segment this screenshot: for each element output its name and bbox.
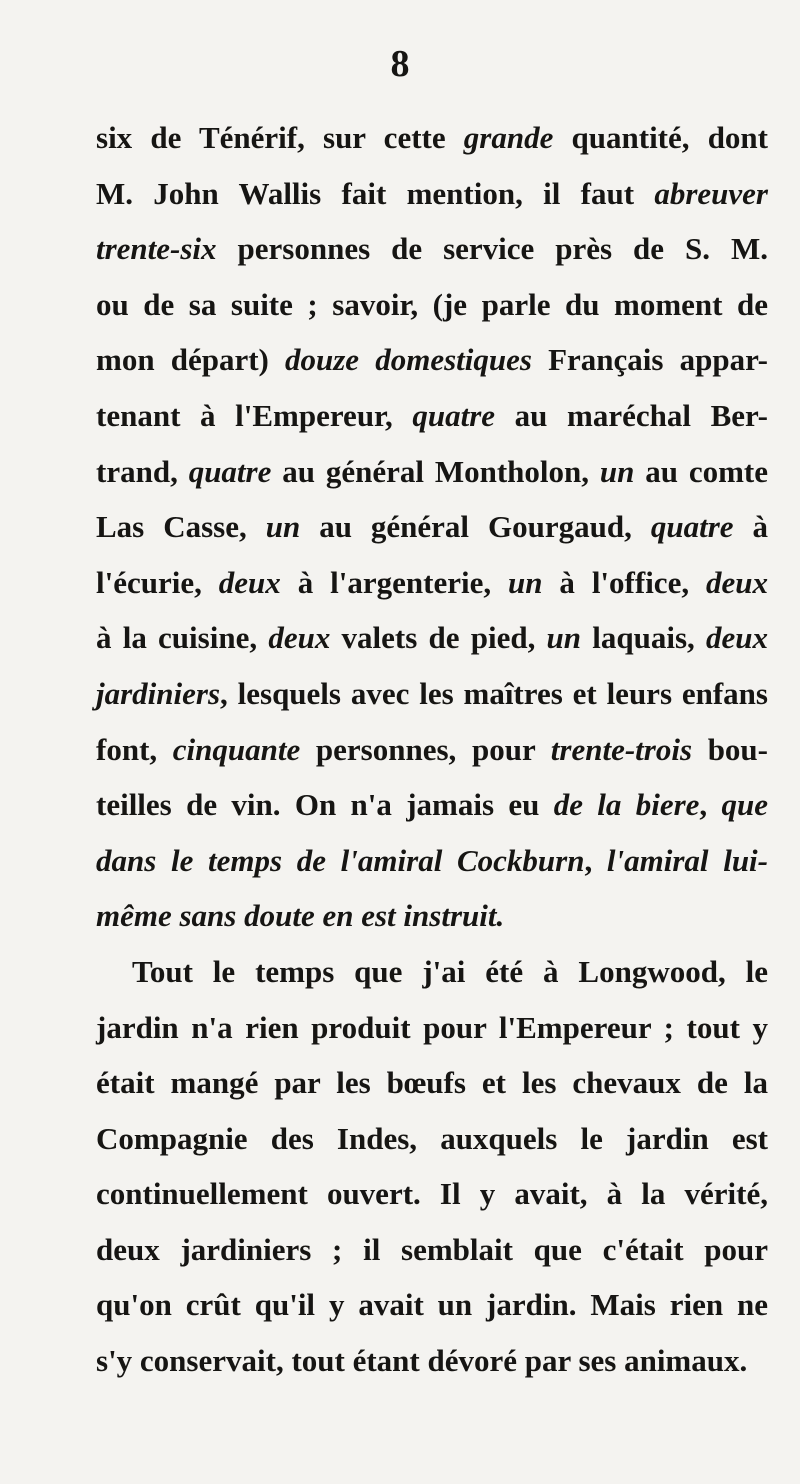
- italic-text: grande: [463, 120, 554, 155]
- text-line: [96, 444, 768, 500]
- text-line: [96, 1222, 768, 1278]
- text-line: [96, 555, 768, 611]
- italic-text: un: [265, 509, 301, 545]
- italic-text: un: [599, 453, 635, 489]
- text-span: personnes de service près de S. M.: [216, 231, 768, 267]
- text-span: au maréchal Ber-: [495, 397, 768, 433]
- text-span: Français appar-: [531, 342, 768, 378]
- italic-text: un: [508, 564, 543, 600]
- page-number: 8: [390, 43, 410, 85]
- italic-text: deux: [706, 564, 768, 600]
- text-line: [96, 610, 768, 666]
- text-line: [96, 110, 768, 166]
- text-line: [96, 1166, 768, 1222]
- text-span: l'écurie,: [96, 564, 219, 600]
- italic-text: l'amiral lui-: [606, 842, 768, 878]
- italic-text: jardiniers: [96, 675, 221, 711]
- body-text: [96, 110, 768, 1389]
- text-span: Compagnie des Indes, auxquels le jardin est: [96, 1120, 768, 1156]
- text-span: Las Casse,: [96, 509, 266, 545]
- text-span: à l'office,: [542, 564, 706, 600]
- text-line: [96, 1055, 768, 1111]
- text-line: [96, 833, 768, 889]
- italic-text: dans le temps de l'amiral Cockburn: [96, 842, 585, 878]
- text-span: ,: [699, 787, 722, 823]
- text-span: s'y conservait, tout étant dévoré par ses animaux.: [96, 1343, 748, 1379]
- text-span: ,: [584, 842, 607, 878]
- text-span: six de Ténérif, sur cette: [96, 120, 464, 155]
- text-span: était mangé par les bœufs et les chevaux de la: [96, 1065, 768, 1101]
- text-line: [96, 221, 768, 277]
- text-span: laquais,: [581, 620, 706, 656]
- text-span: bou-: [692, 731, 768, 767]
- text-span: à l'argenterie,: [280, 564, 508, 600]
- italic-text: un: [546, 620, 582, 656]
- text-span: au général Gourgaud,: [300, 509, 651, 545]
- text-line: [96, 1000, 768, 1056]
- italic-text: deux: [706, 620, 768, 656]
- text-line: [96, 944, 768, 1000]
- text-span: personnes, pour: [300, 731, 551, 767]
- italic-text: quatre: [650, 509, 734, 545]
- text-span: M. John Wallis fait mention, il faut: [96, 175, 655, 211]
- text-span: quantité, dont: [553, 120, 768, 155]
- italic-text: trente-trois: [550, 731, 693, 767]
- text-line: [96, 666, 768, 722]
- text-span: ou de sa suite ; savoir, (je parle du moment de: [96, 286, 768, 322]
- text-span: au comte: [634, 453, 768, 489]
- text-span: à: [733, 509, 769, 545]
- text-line: [96, 277, 768, 333]
- text-line: [96, 332, 768, 388]
- text-span: tenant à l'Empereur,: [96, 397, 413, 433]
- text-line: [96, 1333, 768, 1389]
- text-span: jardin n'a rien produit pour l'Empereur ; tout y: [96, 1009, 768, 1045]
- italic-text: quatre: [412, 397, 496, 433]
- text-line: [96, 888, 768, 944]
- text-span: qu'on crût qu'il y avait un jardin. Mais rien ne: [96, 1287, 768, 1323]
- text-line: [96, 388, 768, 444]
- italic-text: cinquante: [172, 731, 301, 767]
- italic-text: douze domestiques: [285, 342, 532, 378]
- text-span: au général Montholon,: [271, 453, 600, 489]
- text-line: [96, 166, 768, 222]
- text-line: [96, 1111, 768, 1167]
- text-span: font,: [96, 731, 173, 767]
- text-span: deux jardiniers ; il semblait que c'était pour: [96, 1231, 768, 1267]
- italic-text: deux: [218, 564, 281, 600]
- text-line: [96, 722, 768, 778]
- text-span: , lesquels avec les maîtres et leurs enfans: [220, 675, 768, 711]
- italic-text: même sans doute en est instruit.: [96, 898, 505, 934]
- italic-text: de la biere: [553, 787, 700, 823]
- text-span: continuellement ouvert. Il y avait, à la vérité,: [96, 1176, 768, 1212]
- italic-text: que: [721, 787, 768, 823]
- text-line: [96, 1277, 768, 1333]
- text-span: trand,: [96, 453, 189, 489]
- text-span: valets de pied,: [330, 620, 547, 656]
- text-span: à la cuisine,: [96, 620, 269, 656]
- text-line: [96, 777, 768, 833]
- text-span: Tout le temps que j'ai été à Longwood, le: [132, 953, 768, 989]
- text-line: [96, 499, 768, 555]
- italic-text: deux: [268, 620, 331, 656]
- text-span: mon départ): [96, 342, 285, 378]
- text-span: teilles de vin. On n'a jamais eu: [96, 787, 554, 823]
- italic-text: abreuver: [654, 175, 768, 211]
- italic-text: quatre: [188, 453, 272, 489]
- italic-text: trente-six: [96, 231, 217, 267]
